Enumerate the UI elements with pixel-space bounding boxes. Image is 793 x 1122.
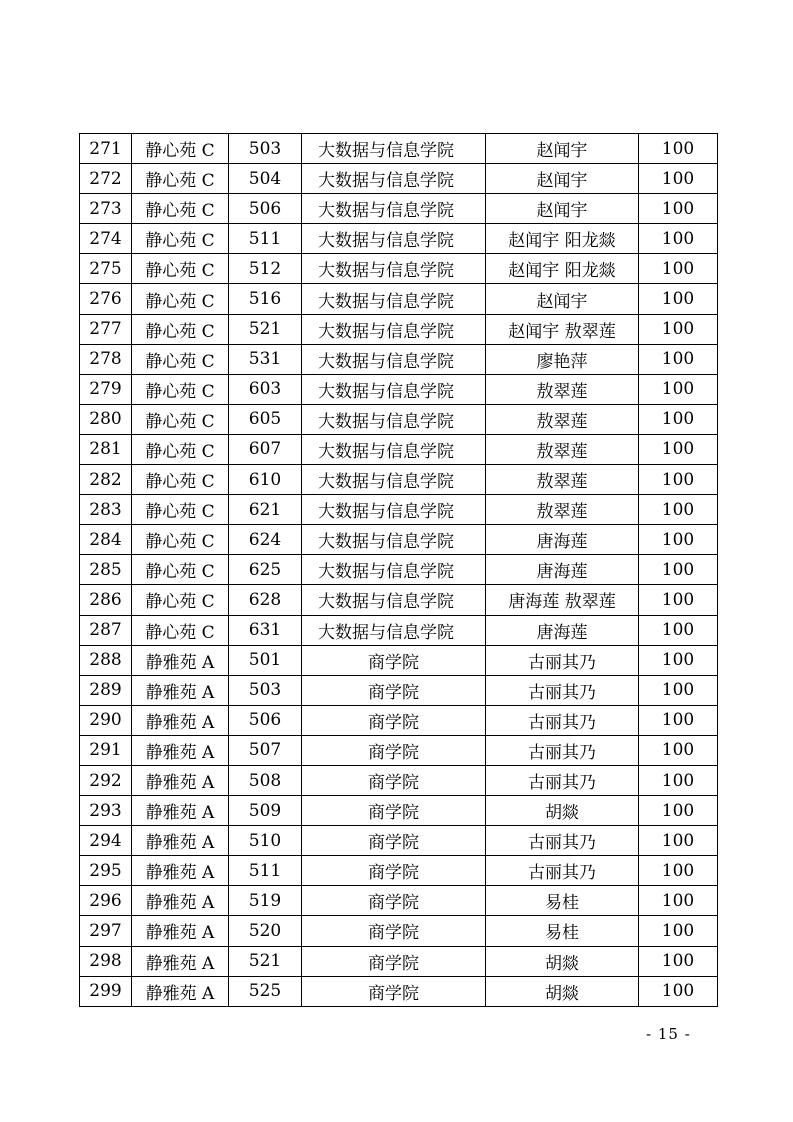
building-cell: 静雅苑 A <box>132 705 229 735</box>
department-cell: 大数据与信息学院 <box>302 495 486 525</box>
table-body <box>80 134 718 1007</box>
department-cell: 大数据与信息学院 <box>302 585 486 615</box>
counselor-cell: 胡燚 <box>486 976 639 1006</box>
counselor-cell: 古丽其乃 <box>486 826 639 856</box>
room-cell: 525 <box>229 976 302 1006</box>
row-number-cell: 274 <box>80 224 132 254</box>
table-row <box>80 525 718 555</box>
counselor-cell: 胡燚 <box>486 796 639 826</box>
room-cell: 605 <box>229 404 302 434</box>
row-number-cell: 286 <box>80 585 132 615</box>
department-cell: 商学院 <box>302 976 486 1006</box>
department-cell: 商学院 <box>302 645 486 675</box>
department-cell: 大数据与信息学院 <box>302 374 486 404</box>
department-cell: 商学院 <box>302 826 486 856</box>
score-cell: 100 <box>639 344 718 374</box>
score-cell: 100 <box>639 434 718 464</box>
department-cell: 大数据与信息学院 <box>302 284 486 314</box>
table-row <box>80 284 718 314</box>
row-number-cell: 295 <box>80 856 132 886</box>
score-cell: 100 <box>639 765 718 795</box>
building-cell: 静心苑 C <box>132 465 229 495</box>
counselor-cell: 赵闻宇 阳龙燚 <box>486 254 639 284</box>
table-row <box>80 765 718 795</box>
score-cell: 100 <box>639 164 718 194</box>
counselor-cell: 唐海莲 <box>486 555 639 585</box>
table-row <box>80 976 718 1006</box>
building-cell: 静心苑 C <box>132 555 229 585</box>
counselor-cell: 赵闻宇 敖翠莲 <box>486 314 639 344</box>
score-cell: 100 <box>639 946 718 976</box>
department-cell: 大数据与信息学院 <box>302 555 486 585</box>
building-cell: 静雅苑 A <box>132 765 229 795</box>
room-cell: 521 <box>229 314 302 344</box>
building-cell: 静心苑 C <box>132 314 229 344</box>
row-number-cell: 298 <box>80 946 132 976</box>
row-number-cell: 292 <box>80 765 132 795</box>
row-number-cell: 271 <box>80 134 132 164</box>
row-number-cell: 282 <box>80 465 132 495</box>
table-row <box>80 434 718 464</box>
table-row <box>80 796 718 826</box>
score-cell: 100 <box>639 314 718 344</box>
dormitory-score-table-container <box>79 133 717 1007</box>
department-cell: 大数据与信息学院 <box>302 434 486 464</box>
building-cell: 静心苑 C <box>132 194 229 224</box>
building-cell: 静心苑 C <box>132 254 229 284</box>
counselor-cell: 古丽其乃 <box>486 856 639 886</box>
room-cell: 520 <box>229 916 302 946</box>
department-cell: 商学院 <box>302 796 486 826</box>
department-cell: 大数据与信息学院 <box>302 194 486 224</box>
table-row <box>80 615 718 645</box>
row-number-cell: 294 <box>80 826 132 856</box>
counselor-cell: 古丽其乃 <box>486 735 639 765</box>
score-cell: 100 <box>639 735 718 765</box>
score-cell: 100 <box>639 525 718 555</box>
row-number-cell: 297 <box>80 916 132 946</box>
room-cell: 510 <box>229 826 302 856</box>
room-cell: 516 <box>229 284 302 314</box>
building-cell: 静心苑 C <box>132 585 229 615</box>
table-row <box>80 314 718 344</box>
score-cell: 100 <box>639 555 718 585</box>
room-cell: 607 <box>229 434 302 464</box>
room-cell: 501 <box>229 645 302 675</box>
department-cell: 商学院 <box>302 916 486 946</box>
table-row <box>80 344 718 374</box>
building-cell: 静心苑 C <box>132 434 229 464</box>
building-cell: 静雅苑 A <box>132 946 229 976</box>
row-number-cell: 289 <box>80 675 132 705</box>
table-row <box>80 916 718 946</box>
table-row <box>80 886 718 916</box>
row-number-cell: 283 <box>80 495 132 525</box>
table-row <box>80 465 718 495</box>
score-cell: 100 <box>639 675 718 705</box>
counselor-cell: 古丽其乃 <box>486 675 639 705</box>
row-number-cell: 275 <box>80 254 132 284</box>
table-row <box>80 585 718 615</box>
row-number-cell: 272 <box>80 164 132 194</box>
counselor-cell: 唐海莲 敖翠莲 <box>486 585 639 615</box>
score-cell: 100 <box>639 224 718 254</box>
counselor-cell: 敖翠莲 <box>486 434 639 464</box>
building-cell: 静心苑 C <box>132 164 229 194</box>
table-row <box>80 164 718 194</box>
row-number-cell: 285 <box>80 555 132 585</box>
counselor-cell: 赵闻宇 <box>486 284 639 314</box>
table-row <box>80 645 718 675</box>
room-cell: 512 <box>229 254 302 284</box>
counselor-cell: 古丽其乃 <box>486 705 639 735</box>
building-cell: 静心苑 C <box>132 525 229 555</box>
building-cell: 静雅苑 A <box>132 886 229 916</box>
room-cell: 628 <box>229 585 302 615</box>
score-cell: 100 <box>639 404 718 434</box>
row-number-cell: 290 <box>80 705 132 735</box>
score-cell: 100 <box>639 284 718 314</box>
counselor-cell: 唐海莲 <box>486 615 639 645</box>
score-cell: 100 <box>639 976 718 1006</box>
score-cell: 100 <box>639 465 718 495</box>
score-cell: 100 <box>639 856 718 886</box>
table-row <box>80 675 718 705</box>
room-cell: 624 <box>229 525 302 555</box>
room-cell: 511 <box>229 224 302 254</box>
building-cell: 静雅苑 A <box>132 976 229 1006</box>
department-cell: 商学院 <box>302 946 486 976</box>
row-number-cell: 284 <box>80 525 132 555</box>
score-cell: 100 <box>639 796 718 826</box>
row-number-cell: 279 <box>80 374 132 404</box>
building-cell: 静心苑 C <box>132 404 229 434</box>
room-cell: 511 <box>229 856 302 886</box>
score-cell: 100 <box>639 705 718 735</box>
building-cell: 静心苑 C <box>132 224 229 254</box>
table-row <box>80 194 718 224</box>
room-cell: 504 <box>229 164 302 194</box>
department-cell: 商学院 <box>302 675 486 705</box>
row-number-cell: 278 <box>80 344 132 374</box>
building-cell: 静雅苑 A <box>132 645 229 675</box>
table-row <box>80 705 718 735</box>
score-cell: 100 <box>639 916 718 946</box>
counselor-cell: 敖翠莲 <box>486 495 639 525</box>
building-cell: 静雅苑 A <box>132 856 229 886</box>
department-cell: 大数据与信息学院 <box>302 134 486 164</box>
room-cell: 631 <box>229 615 302 645</box>
score-cell: 100 <box>639 826 718 856</box>
department-cell: 大数据与信息学院 <box>302 404 486 434</box>
room-cell: 509 <box>229 796 302 826</box>
building-cell: 静心苑 C <box>132 615 229 645</box>
counselor-cell: 唐海莲 <box>486 525 639 555</box>
row-number-cell: 280 <box>80 404 132 434</box>
table-row <box>80 404 718 434</box>
room-cell: 610 <box>229 465 302 495</box>
table-row <box>80 254 718 284</box>
counselor-cell: 易桂 <box>486 886 639 916</box>
room-cell: 621 <box>229 495 302 525</box>
counselor-cell: 古丽其乃 <box>486 765 639 795</box>
building-cell: 静雅苑 A <box>132 735 229 765</box>
building-cell: 静雅苑 A <box>132 796 229 826</box>
row-number-cell: 277 <box>80 314 132 344</box>
counselor-cell: 赵闻宇 <box>486 194 639 224</box>
room-cell: 531 <box>229 344 302 374</box>
building-cell: 静心苑 C <box>132 495 229 525</box>
table-row <box>80 735 718 765</box>
building-cell: 静雅苑 A <box>132 826 229 856</box>
counselor-cell: 敖翠莲 <box>486 465 639 495</box>
department-cell: 大数据与信息学院 <box>302 525 486 555</box>
room-cell: 603 <box>229 374 302 404</box>
row-number-cell: 281 <box>80 434 132 464</box>
row-number-cell: 293 <box>80 796 132 826</box>
counselor-cell: 胡燚 <box>486 946 639 976</box>
table-row <box>80 555 718 585</box>
score-cell: 100 <box>639 886 718 916</box>
department-cell: 大数据与信息学院 <box>302 254 486 284</box>
room-cell: 519 <box>229 886 302 916</box>
row-number-cell: 299 <box>80 976 132 1006</box>
row-number-cell: 273 <box>80 194 132 224</box>
row-number-cell: 276 <box>80 284 132 314</box>
row-number-cell: 288 <box>80 645 132 675</box>
counselor-cell: 古丽其乃 <box>486 645 639 675</box>
department-cell: 商学院 <box>302 856 486 886</box>
score-cell: 100 <box>639 495 718 525</box>
table-row <box>80 224 718 254</box>
score-cell: 100 <box>639 615 718 645</box>
building-cell: 静心苑 C <box>132 284 229 314</box>
score-cell: 100 <box>639 374 718 404</box>
table-row <box>80 856 718 886</box>
building-cell: 静心苑 C <box>132 134 229 164</box>
room-cell: 625 <box>229 555 302 585</box>
counselor-cell: 赵闻宇 <box>486 134 639 164</box>
table-row <box>80 374 718 404</box>
building-cell: 静雅苑 A <box>132 675 229 705</box>
department-cell: 商学院 <box>302 886 486 916</box>
department-cell: 商学院 <box>302 765 486 795</box>
counselor-cell: 赵闻宇 阳龙燚 <box>486 224 639 254</box>
score-cell: 100 <box>639 645 718 675</box>
room-cell: 506 <box>229 194 302 224</box>
building-cell: 静雅苑 A <box>132 916 229 946</box>
table-row <box>80 495 718 525</box>
counselor-cell: 廖艳萍 <box>486 344 639 374</box>
room-cell: 508 <box>229 765 302 795</box>
building-cell: 静心苑 C <box>132 374 229 404</box>
score-cell: 100 <box>639 585 718 615</box>
score-cell: 100 <box>639 194 718 224</box>
department-cell: 大数据与信息学院 <box>302 465 486 495</box>
table-row <box>80 946 718 976</box>
department-cell: 商学院 <box>302 705 486 735</box>
department-cell: 大数据与信息学院 <box>302 314 486 344</box>
building-cell: 静心苑 C <box>132 344 229 374</box>
counselor-cell: 敖翠莲 <box>486 404 639 434</box>
room-cell: 506 <box>229 705 302 735</box>
row-number-cell: 287 <box>80 615 132 645</box>
department-cell: 大数据与信息学院 <box>302 164 486 194</box>
department-cell: 大数据与信息学院 <box>302 615 486 645</box>
room-cell: 521 <box>229 946 302 976</box>
table-row <box>80 134 718 164</box>
department-cell: 商学院 <box>302 735 486 765</box>
score-cell: 100 <box>639 254 718 284</box>
row-number-cell: 296 <box>80 886 132 916</box>
counselor-cell: 敖翠莲 <box>486 374 639 404</box>
department-cell: 大数据与信息学院 <box>302 224 486 254</box>
score-cell: 100 <box>639 134 718 164</box>
page-number: - 15 - <box>646 1025 691 1043</box>
table-row <box>80 826 718 856</box>
room-cell: 503 <box>229 675 302 705</box>
counselor-cell: 赵闻宇 <box>486 164 639 194</box>
department-cell: 大数据与信息学院 <box>302 344 486 374</box>
room-cell: 503 <box>229 134 302 164</box>
room-cell: 507 <box>229 735 302 765</box>
dormitory-score-table <box>79 133 718 1007</box>
row-number-cell: 291 <box>80 735 132 765</box>
counselor-cell: 易桂 <box>486 916 639 946</box>
